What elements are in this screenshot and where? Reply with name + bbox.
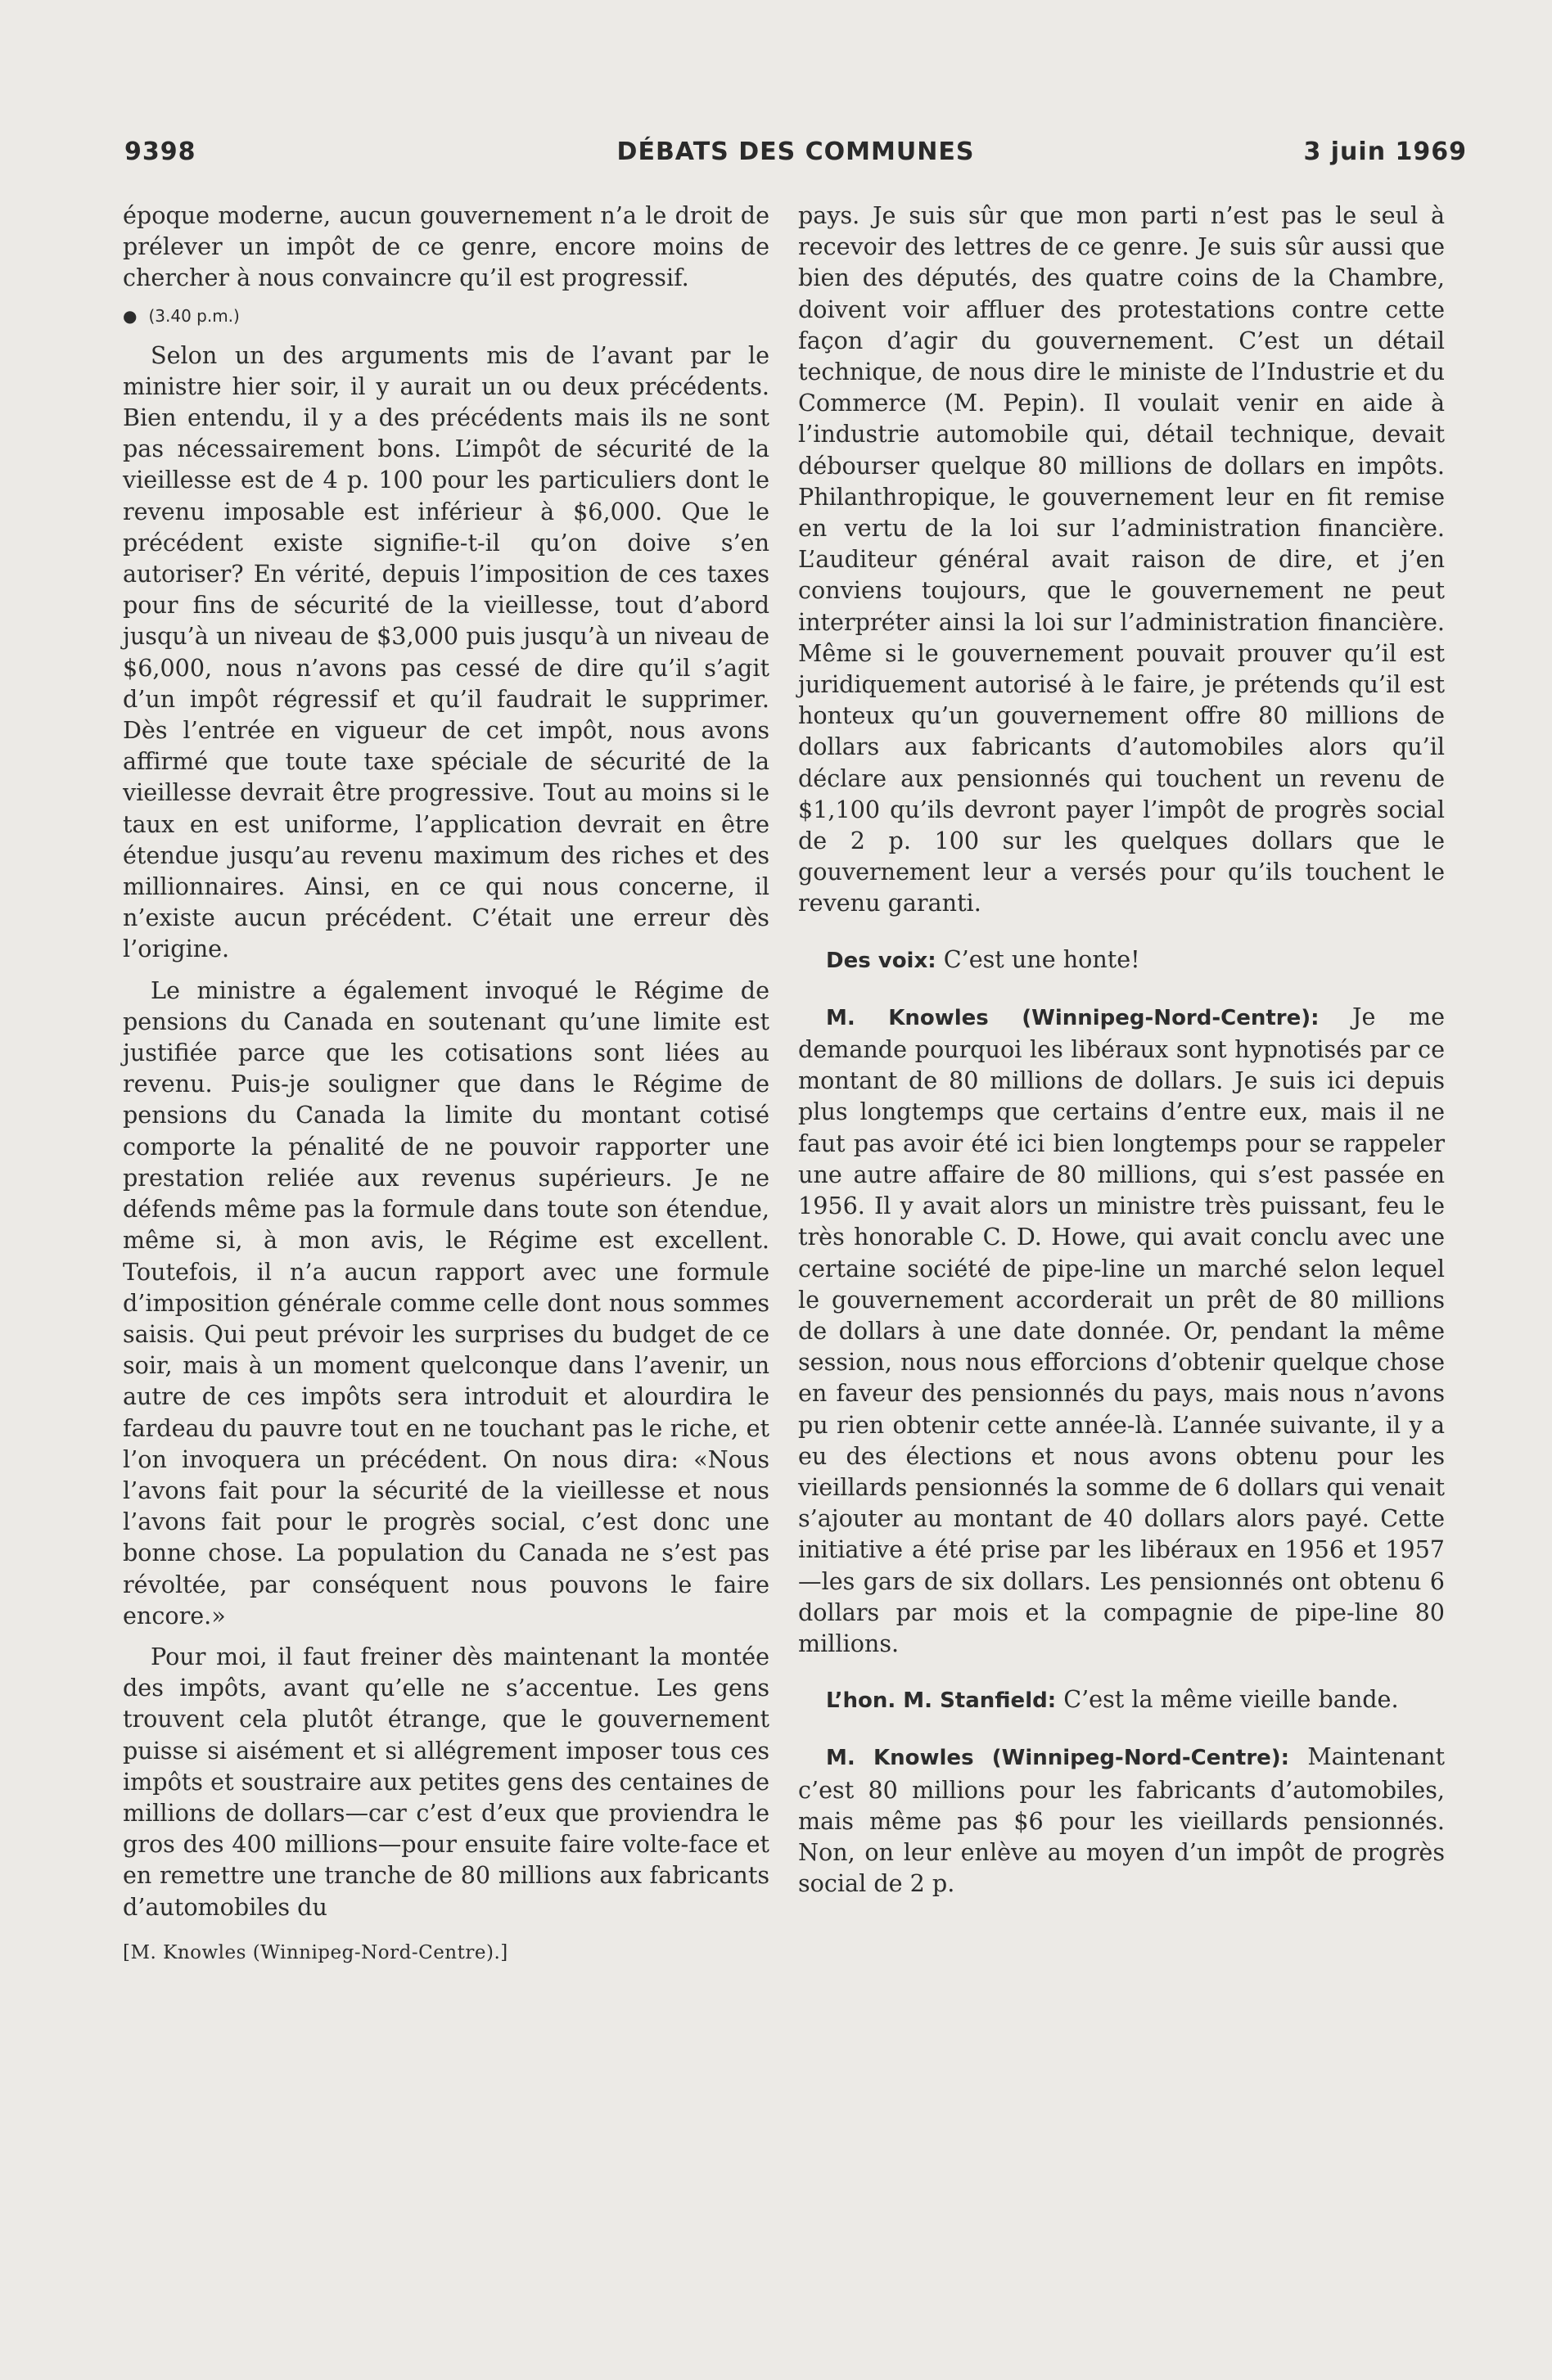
page-header	[124, 137, 1467, 177]
exchange-stanfield	[798, 1684, 1445, 1716]
exchange-knowles	[798, 1001, 1445, 1659]
speech-text: C’est une honte!	[936, 944, 1140, 973]
paragraph: époque moderne, aucun gouvernement n’a le droit de prélever un impôt de ce genre, encore moins de chercher à nous convaincre qu’il est progressif.	[123, 201, 769, 292]
exchange-knowles	[798, 1741, 1445, 1899]
right-column	[798, 200, 1445, 1909]
left-column	[123, 200, 769, 1968]
time-marker	[123, 304, 769, 328]
speaker-reference: [M. Knowles (Winnipeg-Nord-Centre).]	[123, 1941, 508, 1963]
paragraph: Le ministre a également invoqué le Régime de pensions du Canada en soutenant qu’une limite est justifiée parce que les cotisations sont liées au revenu. Puis-je souligner que dans le Régime de pensions du Canada la limite du montant cotisé comporte la pénalité de ne pouvoir rapporter une prestation reliée aux revenus supérieurs. Je ne défends même pas la formule dans toute son étendue, même si, à mon avis, le Régime est excellent. Toutefois, il n’a aucun rapport avec une formule d’imposition générale comme celle dont nous sommes saisis. Qui peut prévoir les surprises du budget de ce soir, mais à un moment quelconque dans l’avenir, un autre de ces impôts sera introduit et alourdira le fardeau du pauvre tout en ne touchant pas le riche, et l’on invoquera un précédent. On nous dira: «Nous l’avons fait pour la sécurité de la vieillesse et nous l’avons fait pour le progrès social, c’est donc une bonne chose. La population du Canada ne s’est pas révoltée, par conséquent nous pouvons le faire encore.»	[123, 976, 769, 1629]
speaker-name: L’hon. M. Stanfield:	[826, 1688, 1057, 1714]
speaker-name: Des voix:	[826, 948, 936, 973]
paragraph: pays. Je suis sûr que mon parti n’est pas le seul à recevoir des lettres de ce genre. Je suis sûr aussi que bien des députés, des quatre coins de la Chambre, doivent voir affluer des protestations contre cette façon d’agir du gouvernement. C’est un détail technique, de nous dire le ministe de l’Industrie et du Commerce (M. Pepin). Il voulait venir en aide à l’industrie automobile qui, détail technique, devait débourser quelque 80 millions de dollars en impôts. Philanthropique, le gouvernement leur en fit remise en vertu de la loi sur l’administration financière. L’auditeur général avait raison de dire, et j’en conviens toujours, que le gouvernement ne peut interpréter ainsi la loi sur l’administration financière. Même si le gouvernement pouvait prouver qu’il est juridiquement autorisé à le faire, je prétends qu’il est honteux qu’un gouvernement offre 80 millions de dollars aux fabricants d’automobiles alors qu’il déclare aux pensionnés qui touchent un revenu de $1,100 qu’ils devront payer l’impôt de progrès social de 2 p. 100 sur les quelques dollars que le gouvernement leur a versés pour qu’ils touchent le revenu garanti.	[798, 201, 1445, 917]
bullet-icon: ●	[123, 305, 138, 326]
time-marker-text: (3.40 p.m.)	[148, 305, 240, 326]
page-date: 3 juin 1969	[1303, 137, 1467, 166]
exchange-interjection	[798, 944, 1445, 976]
paragraph: Selon un des arguments mis de l’avant par le ministre hier soir, il y aurait un ou deux précédents. Bien entendu, il y a des précédents mais ils ne sont pas nécessairement bons. L’impôt de sécurité de la vieillesse est de 4 p. 100 pour les particuliers dont le revenu imposable est inférieur à $6,000. Que le précédent existe signifie-t-il qu’on doive s’en autoriser? En vérité, depuis l’imposition de ces taxes pour fins de sécurité de la vieillesse, tout d’abord jusqu’à un niveau de $3,000 puis jusqu’à un niveau de $6,000, nous n’avons pas cessé de dire qu’il s’agit d’un impôt régressif et qu’il faudrait le supprimer. Dès l’entrée en vigueur de cet impôt, nous avons affirmé que toute taxe spéciale de sécurité de la vieillesse devrait être progressive. Tout au moins si le taux en est uniforme, l’application devrait en être étendue jusqu’au revenu maximum des riches et des millionnaires. Ainsi, en ce qui nous concerne, il n’existe aucun précédent. C’était une erreur dès l’origine.	[123, 340, 769, 963]
speaker-name: M. Knowles (Winnipeg-Nord-Centre):	[826, 1746, 1290, 1771]
speech-text: Maintenant c’est 80 millions pour les fabricants d’automobiles, mais même pas $6 pour les vieillards pensionnés. Non, on leur enlève au moyen d’un impôt de progrès social de 2 p.	[798, 1742, 1445, 1898]
speaker-name: M. Knowles (Winnipeg-Nord-Centre):	[826, 1005, 1320, 1030]
paragraph: Pour moi, il faut freiner dès maintenant la montée des impôts, avant qu’elle ne s’accentue. Les gens trouvent cela plutôt étrange, que le gouvernement puisse si aisément et si allégrement imposer tous ces impôts et soustraire aux petites gens des centaines de millions de dollars—car c’est d’eux que proviendra le gros des 400 millions—pour ensuite faire volte-face et en remettre une tranche de 80 millions aux fabricants d’automobiles du	[123, 1642, 769, 1921]
page-title: DÉBATS DES COMMUNES	[616, 137, 975, 166]
page-number: 9398	[124, 137, 196, 166]
speech-text: C’est la même vieille bande.	[1056, 1685, 1399, 1714]
speech-text: Je me demande pourquoi les libéraux sont hypnotisés par ce montant de 80 millions de dollars. Je suis ici depuis plus longtemps que certains d’entre eux, mais il ne faut pas avoir été ici bien longtemps pour se rappeler une autre affaire de 80 millions, qui s’est passée en 1956. Il y avait alors un ministre très puissant, feu le très honorable C. D. Howe, qui avait conclu avec une certaine société de pipe-line un marché selon lequel le gouvernement accorderait un prêt de 80 millions de dollars à une date donnée. Or, pendant la même session, nous nous efforcions d’obtenir quelque chose en faveur des pensionnés du pays, mais nous n’avons pu rien obtenir cette année-là. L’année suivante, il y a eu des élections et nous avons obtenu pour les vieillards pensionnés la somme de 6 dollars qui venait s’ajouter au montant de 40 dollars alors payé. Cette initiative a été prise par les libéraux en 1956 et 1957—les gars de six dollars. Les pensionnés ont obtenu 6 dollars par mois et la compagnie de pipe-line 80 millions.	[798, 1002, 1445, 1657]
